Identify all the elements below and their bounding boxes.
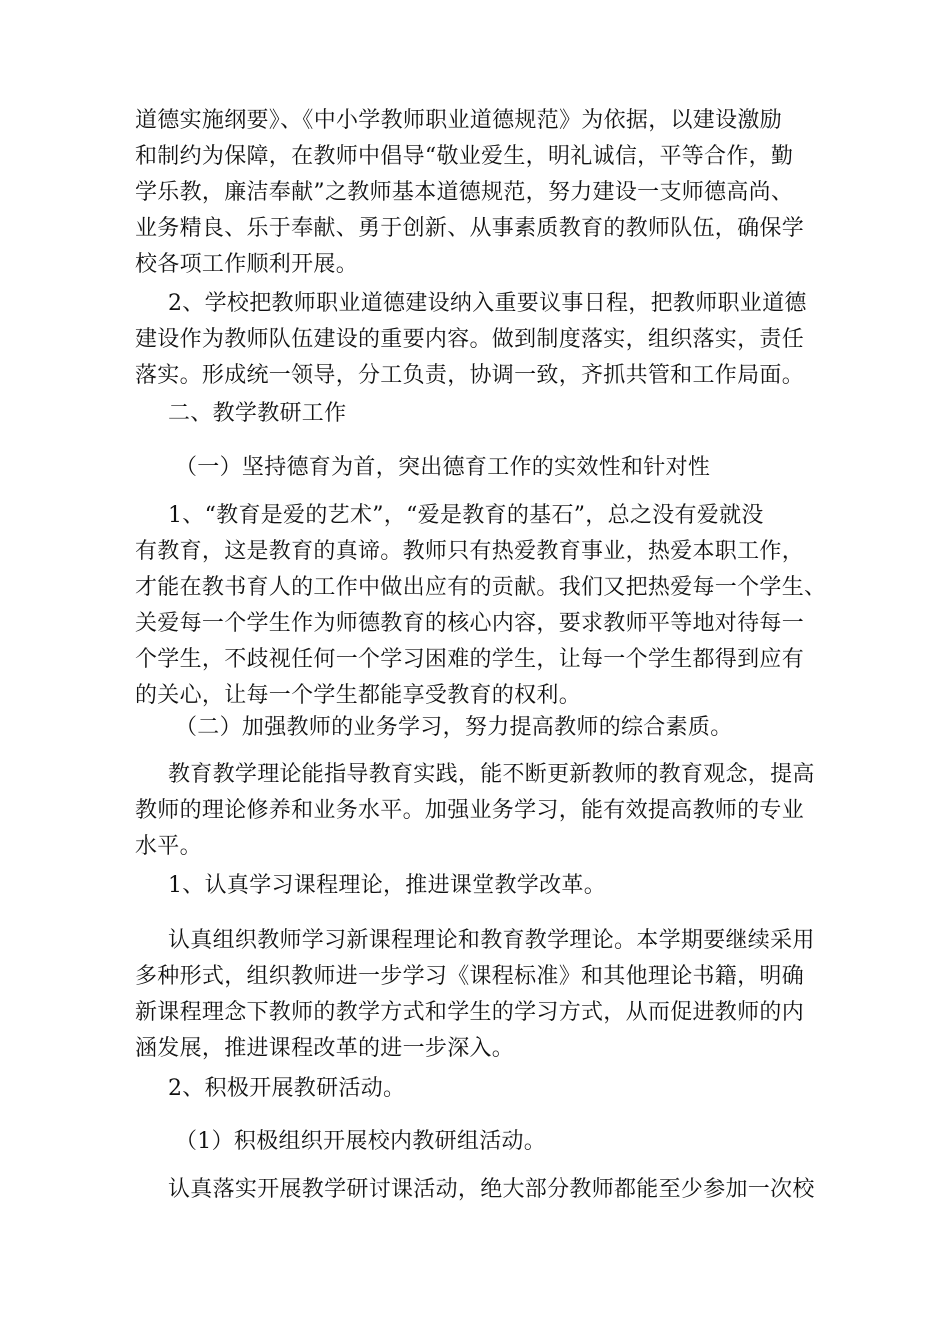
paragraph-6 bbox=[135, 1172, 825, 1208]
heading-text: 二、教学教研工作 bbox=[168, 401, 347, 426]
text-line: 建设作为教师队伍建设的重要内容。做到制度落实，组织落实，责任 bbox=[135, 327, 805, 352]
text-line: 的关心，让每一个学生都能享受教育的权利。 bbox=[135, 683, 582, 708]
text-line: 水平。 bbox=[135, 834, 202, 859]
subsection-heading-1 bbox=[135, 450, 825, 486]
text-line: 才能在教书育人的工作中做出应有的贡献。我们又把热爱每一个学生、 bbox=[135, 575, 827, 600]
text-line: 教育教学理论能指导教育实践，能不断更新教师的教育观念，提高 bbox=[168, 762, 815, 787]
text-line: 有教育，这是教育的真谛。教师只有热爱教育事业，热爱本职工作， bbox=[135, 539, 805, 564]
paragraph-2 bbox=[135, 286, 825, 394]
text-line: 和制约为保障，在教师中倡导“敬业爱生，明礼诚信，平等合作，勤 bbox=[135, 144, 794, 169]
text-line: 教师的理论修养和业务水平。加强业务学习，能有效提高教师的专业 bbox=[135, 798, 805, 823]
text-line: 认真落实开展教学研讨课活动，绝大部分教师都能至少参加一次校 bbox=[168, 1177, 815, 1202]
heading-text: 2、积极开展教研活动。 bbox=[168, 1076, 406, 1101]
paragraph-3 bbox=[135, 498, 825, 714]
text-line: 个学生，不歧视任何一个学习困难的学生，让每一个学生都得到应有 bbox=[135, 647, 805, 672]
section-heading bbox=[135, 396, 825, 432]
sub-list-item-1 bbox=[135, 1124, 825, 1160]
heading-text: （一）坚持德育为首，突出德育工作的实效性和针对性 bbox=[175, 455, 711, 480]
text-line: 涵发展，推进课程改革的进一步深入。 bbox=[135, 1036, 515, 1061]
text-line: 校各项工作顺利开展。 bbox=[135, 252, 359, 277]
text-line: 1、“教育是爱的艺术”，“爱是教育的基石”，总之没有爱就没 bbox=[168, 503, 764, 528]
heading-text: 1、认真学习课程理论，推进课堂教学改革。 bbox=[168, 873, 606, 898]
text-line: 认真组织教师学习新课程理论和教育教学理论。本学期要继续采用 bbox=[168, 928, 815, 953]
text-line: 关爱每一个学生作为师德教育的核心内容，要求教师平等地对待每一 bbox=[135, 611, 805, 636]
subsection-heading-2 bbox=[135, 710, 825, 746]
paragraph-1 bbox=[135, 103, 825, 283]
text-line: 多种形式，组织教师进一步学习《课程标准》和其他理论书籍，明确 bbox=[135, 964, 805, 989]
text-line: 学乐教，廉洁奉献”之教师基本道德规范，努力建设一支师德高尚、 bbox=[135, 180, 794, 205]
list-item-heading-2 bbox=[135, 1071, 825, 1107]
text-line: 新课程理念下教师的教学方式和学生的学习方式，从而促进教师的内 bbox=[135, 1000, 805, 1025]
list-item-heading-1 bbox=[135, 868, 825, 904]
text-line: 道德实施纲要》、《中小学教师职业道德规范》为依据，以建设激励 bbox=[135, 108, 783, 133]
text-line: 落实。形成统一领导，分工负责，协调一致，齐抓共管和工作局面。 bbox=[135, 363, 805, 388]
paragraph-4 bbox=[135, 757, 825, 865]
text-line: 2、学校把教师职业道德建设纳入重要议事日程，把教师职业道德 bbox=[168, 291, 807, 316]
heading-text: （1）积极组织开展校内教研组活动。 bbox=[175, 1129, 547, 1154]
heading-text: （二）加强教师的业务学习，努力提高教师的综合素质。 bbox=[175, 715, 733, 740]
paragraph-5 bbox=[135, 923, 825, 1067]
text-line: 业务精良、乐于奉献、勇于创新、从事素质教育的教师队伍，确保学 bbox=[135, 216, 805, 241]
